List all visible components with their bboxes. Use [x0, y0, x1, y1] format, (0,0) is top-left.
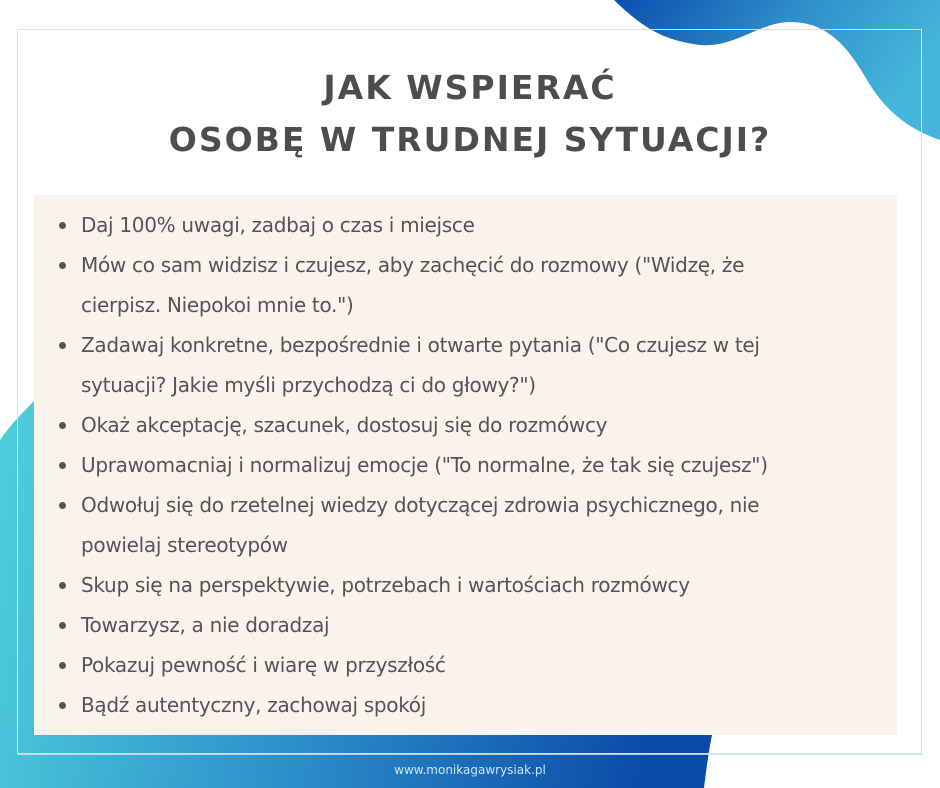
tip-item: Daj 100% uwagi, zadbaj o czas i miejsce	[56, 205, 877, 245]
page-title	[0, 62, 940, 166]
tip-item: Mów co sam widzisz i czujesz, aby zachęcić do rozmowy ("Widzę, że cierpisz. Niepokoi mnie to.")	[56, 245, 877, 325]
bullet-icon	[59, 462, 66, 469]
bullet-icon	[59, 262, 66, 269]
tip-item: Uprawomacniaj i normalizuj emocje ("To normalne, że tak się czujesz")	[56, 445, 877, 485]
tip-item: Odwołuj się do rzetelnej wiedzy dotyczącej zdrowia psychicznego, nie powielaj stereotypów	[56, 485, 877, 565]
tip-item: Towarzysz, a nie doradzaj	[56, 605, 877, 645]
bullet-icon	[59, 622, 66, 629]
bullet-icon	[59, 502, 66, 509]
title-line-2: OSOBĘ W TRUDNEJ SYTUACJI?	[168, 120, 772, 159]
frame-bottom-line	[17, 753, 922, 755]
bullet-icon	[59, 222, 66, 229]
tip-item: Zadawaj konkretne, bezpośrednie i otwarte pytania ("Co czujesz w tej sytuacji? Jakie myśli przychodzą ci do głowy?")	[56, 325, 877, 405]
tip-item: Bądź autentyczny, zachowaj spokój	[56, 685, 877, 725]
title-line-1: JAK WSPIERAĆ	[323, 68, 617, 107]
bullet-icon	[59, 702, 66, 709]
bullet-icon	[59, 662, 66, 669]
bullet-icon	[59, 342, 66, 349]
bullet-icon	[59, 582, 66, 589]
tip-item: Pokazuj pewność i wiarę w przyszłość	[56, 645, 877, 685]
bullet-icon	[59, 422, 66, 429]
tip-item: Okaż akceptację, szacunek, dostosuj się do rozmówcy	[56, 405, 877, 445]
tips-panel	[34, 195, 897, 735]
tip-item: Skup się na perspektywie, potrzebach i wartościach rozmówcy	[56, 565, 877, 605]
website-url[interactable]: www.monikagawrysiak.pl	[394, 763, 546, 777]
tips-list	[56, 205, 877, 725]
